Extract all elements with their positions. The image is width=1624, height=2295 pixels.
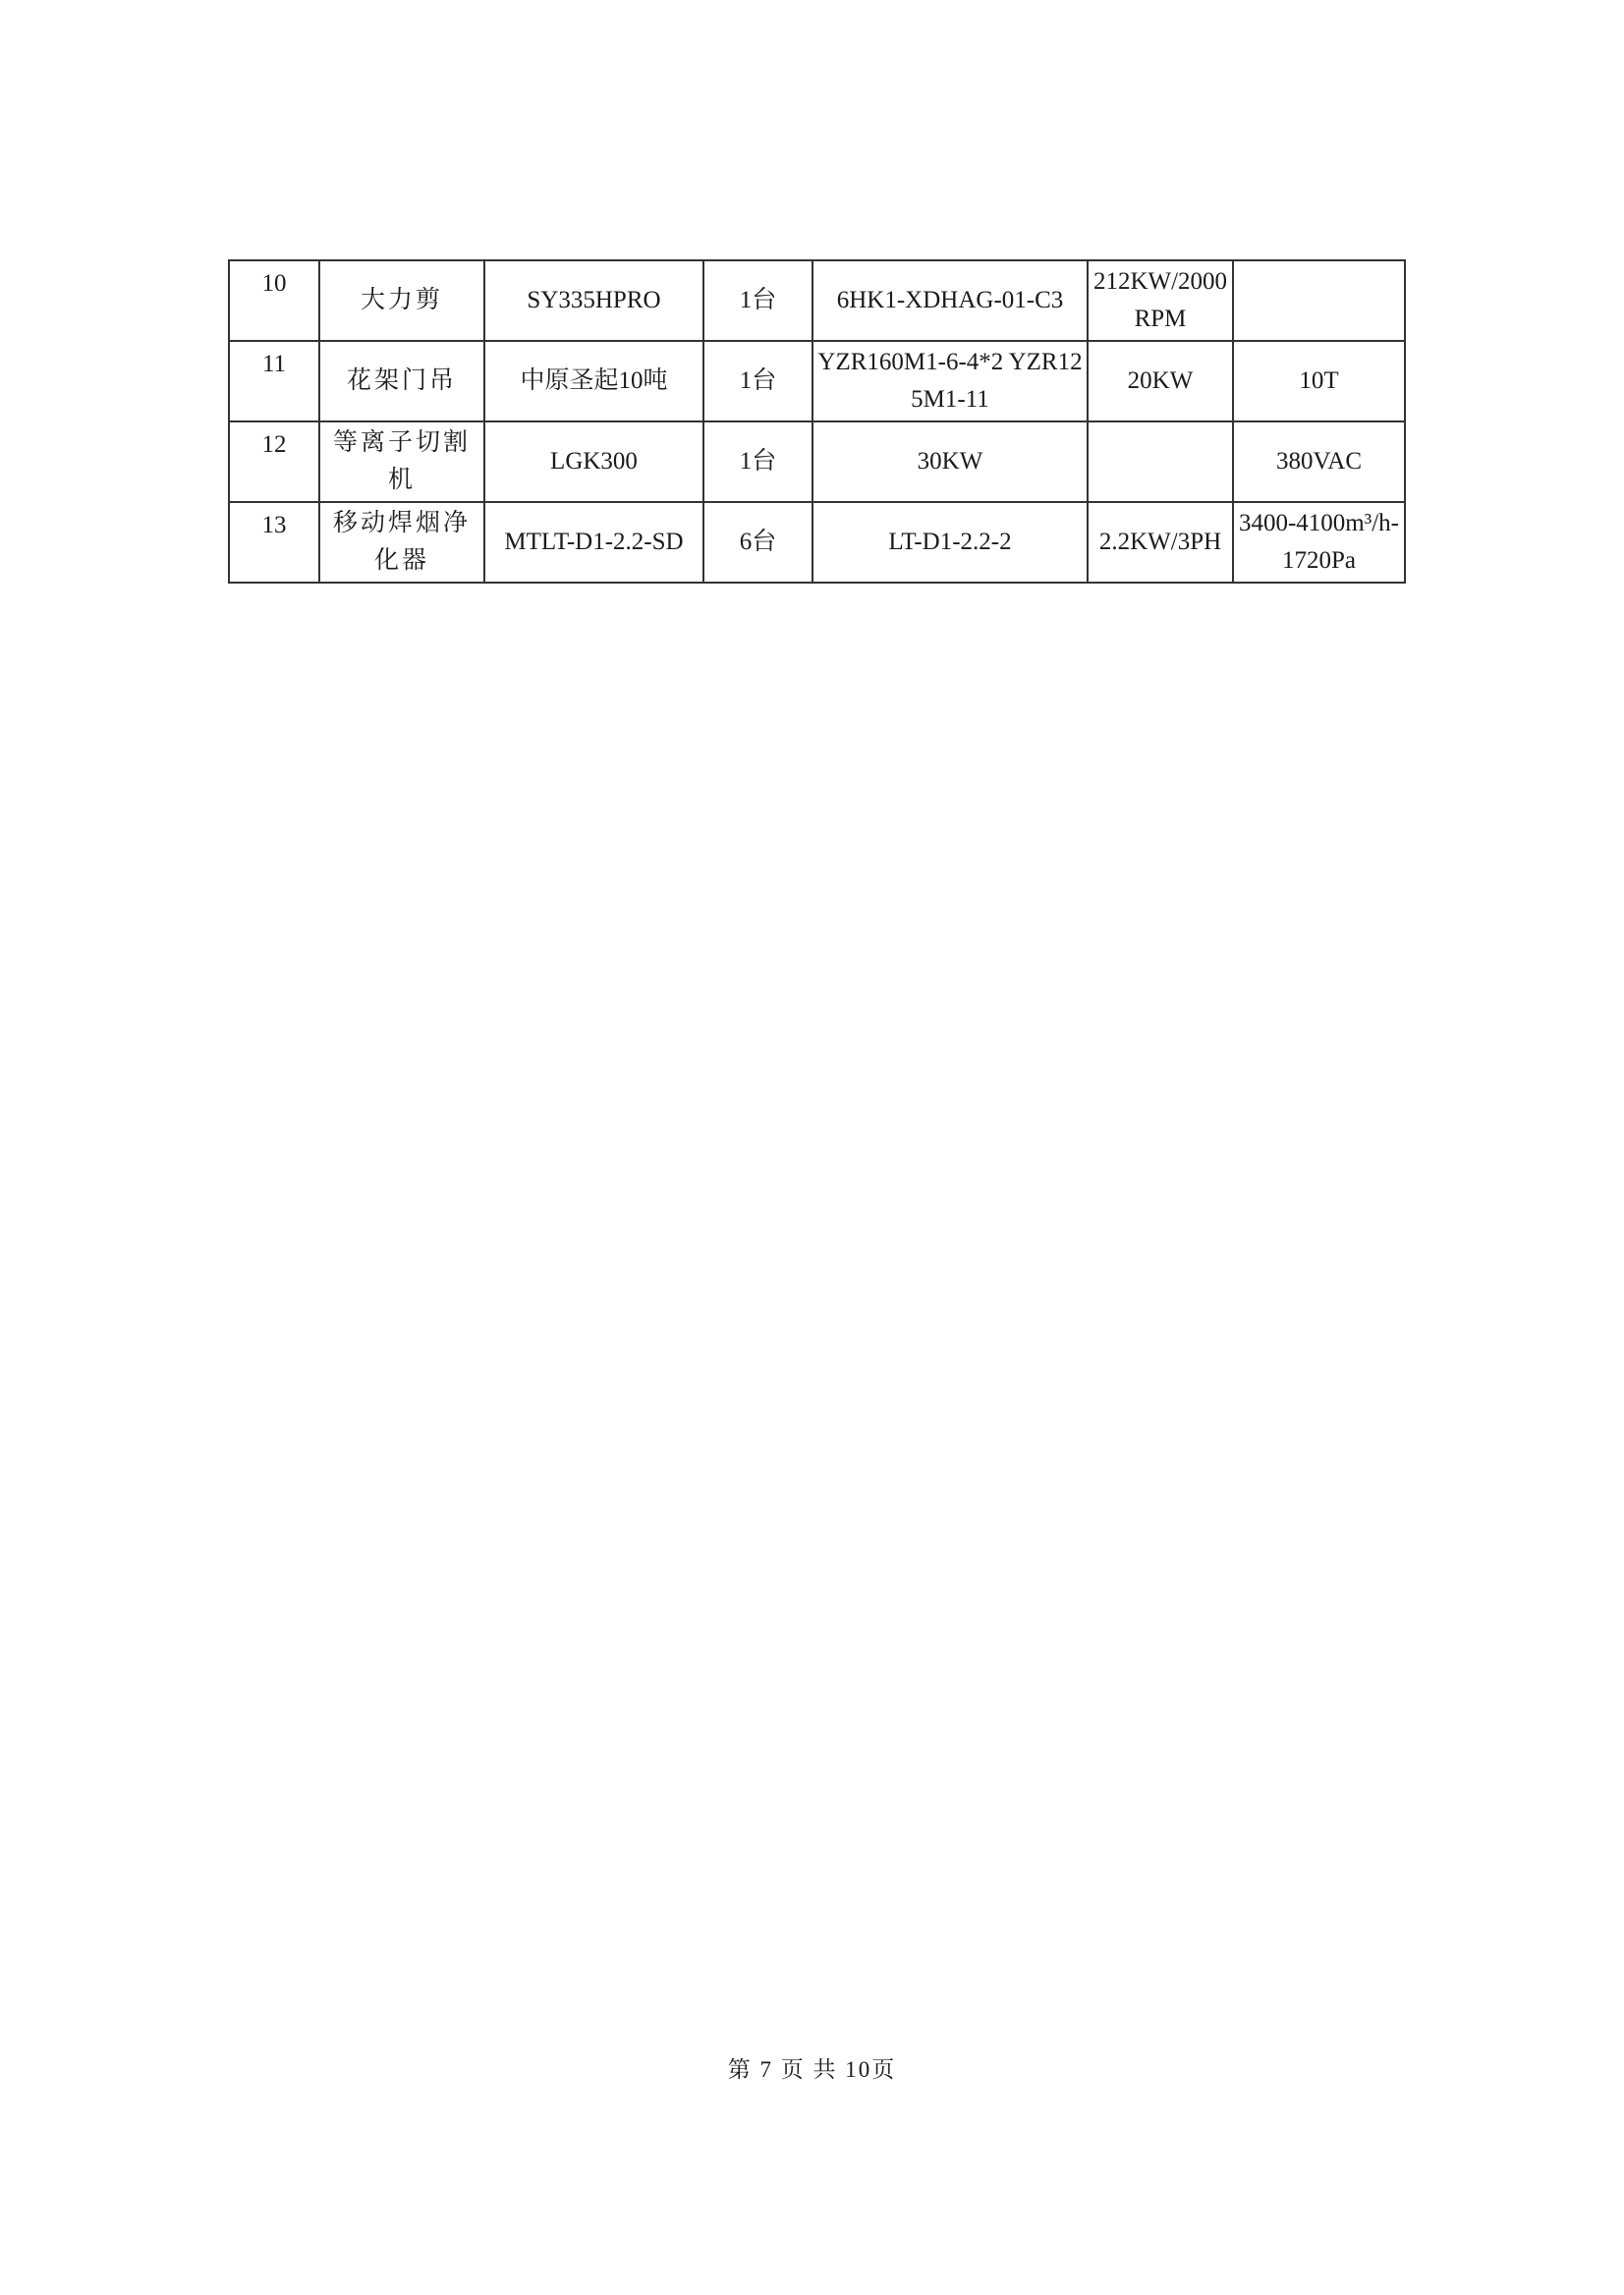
engine-motor-model: YZR160M1-6-4*2 YZR125M1-11 — [812, 341, 1088, 421]
equipment-quantity: 6台 — [703, 502, 812, 583]
equipment-name: 花架门吊 — [319, 341, 484, 421]
equipment-name: 移动焊烟净化器 — [319, 502, 484, 583]
other-spec: 10T — [1233, 341, 1405, 421]
table-row — [229, 341, 1405, 421]
equipment-model: MTLT-D1-2.2-SD — [484, 502, 703, 583]
equipment-model: SY335HPRO — [484, 260, 703, 341]
equipment-quantity: 1台 — [703, 421, 812, 502]
table-row — [229, 502, 1405, 583]
engine-motor-model: 6HK1-XDHAG-01-C3 — [812, 260, 1088, 341]
engine-motor-model: LT-D1-2.2-2 — [812, 502, 1088, 583]
power-rating: 212KW/2000RPM — [1088, 260, 1233, 341]
equipment-quantity: 1台 — [703, 341, 812, 421]
power-rating — [1088, 421, 1233, 502]
engine-motor-model: 30KW — [812, 421, 1088, 502]
equipment-table — [228, 259, 1406, 584]
power-rating: 20KW — [1088, 341, 1233, 421]
equipment-name: 大力剪 — [319, 260, 484, 341]
power-rating: 2.2KW/3PH — [1088, 502, 1233, 583]
other-spec: 3400-4100m³/h-1720Pa — [1233, 502, 1405, 583]
page-number-footer: 第 7 页 共 10页 — [727, 2057, 897, 2082]
table-row — [229, 260, 1405, 341]
other-spec — [1233, 260, 1405, 341]
equipment-model: LGK300 — [484, 421, 703, 502]
row-number: 13 — [229, 502, 319, 583]
row-number: 11 — [229, 341, 319, 421]
other-spec: 380VAC — [1233, 421, 1405, 502]
equipment-quantity: 1台 — [703, 260, 812, 341]
equipment-name: 等离子切割机 — [319, 421, 484, 502]
equipment-model: 中原圣起10吨 — [484, 341, 703, 421]
row-number: 10 — [229, 260, 319, 341]
row-number: 12 — [229, 421, 319, 502]
table-row — [229, 421, 1405, 502]
